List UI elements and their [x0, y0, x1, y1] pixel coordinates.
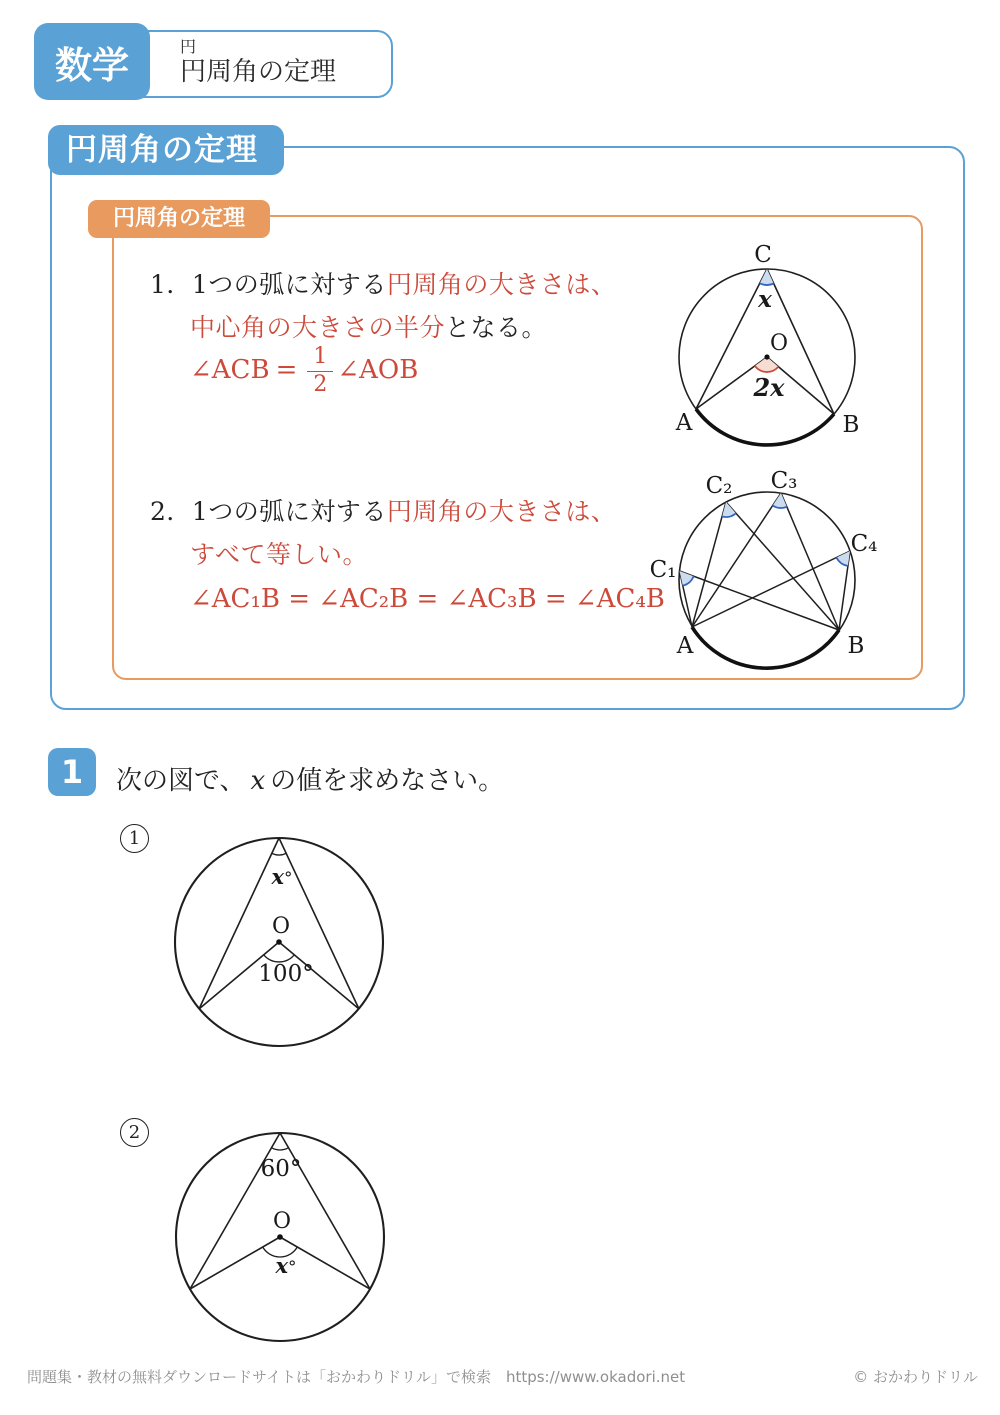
center-dot [277, 1234, 283, 1240]
question1-mark [120, 824, 149, 853]
formula-angle-acb: ∠ACB [190, 355, 270, 385]
theorem2-text: 1つの弧に対する [191, 497, 387, 526]
unit-category: 円 [180, 37, 197, 56]
inscribed-angle-marks [680, 493, 851, 586]
label-a: A [676, 633, 694, 659]
degree-sign: ° [288, 1258, 297, 1278]
question2-number: 2 [128, 1122, 141, 1143]
fraction-denominator: 2 [313, 371, 328, 397]
label-o: O [272, 1209, 292, 1234]
inscribed-angle-mark [760, 269, 774, 285]
theorem1-highlight: 円周角の大きさは、 [386, 270, 617, 299]
question1-diagram [160, 825, 400, 1055]
theorem2-highlight: 円周角の大きさは、 [386, 497, 617, 526]
label-inscribed-x: x [758, 286, 772, 313]
subject-label: 数学 [55, 43, 129, 87]
theorem2-line1 [150, 492, 616, 528]
footer-site-info: 問題集・教材の無料ダウンロードサイトは「おかわりドリル」で検索 https://www.okadori.net [27, 1368, 686, 1386]
theorem2-number: 2． [150, 497, 192, 526]
problem-number: 1 [60, 753, 84, 791]
theorem1-number: 1． [150, 270, 192, 299]
label-inscribed-angle [270, 864, 292, 889]
label-c2: C₂ [705, 473, 733, 499]
label-b: B [847, 633, 865, 659]
theorem-diagram-central-angle [640, 235, 940, 460]
label-central-angle: 100° [258, 961, 314, 987]
formula-angle-aob: ∠AOB [337, 355, 419, 385]
label-inscribed-angle: 60° [260, 1156, 302, 1182]
label-a: A [675, 410, 693, 436]
label-central-angle [274, 1253, 296, 1278]
bold-arc-ab [692, 627, 839, 668]
label-o: O [769, 331, 789, 356]
theorem1-text: 1つの弧に対する [191, 270, 387, 299]
inscribed-angle-arc [272, 1148, 289, 1150]
problem-text-pre: 次の図で、 [116, 766, 246, 796]
theorem2-line2 [190, 535, 368, 571]
question2-diagram [160, 1120, 400, 1350]
center-dot [276, 939, 282, 945]
center-dot [764, 354, 769, 359]
theorem-box-label: 円周角の定理 [88, 200, 270, 238]
theorem1-text2: となる。 [445, 313, 548, 342]
subject-tab [34, 23, 150, 100]
label-c1: C₁ [649, 557, 677, 583]
question1-number: 1 [128, 828, 141, 849]
degree-sign: ° [284, 869, 293, 889]
label-c3: C₃ [770, 468, 798, 494]
formula-fraction [307, 344, 333, 395]
footer-copyright: © おかわりドリル [853, 1368, 978, 1386]
label-o: O [271, 914, 291, 939]
problem-number-box [48, 748, 96, 796]
variable-x: x [275, 1253, 289, 1278]
problem-variable-x: x [250, 766, 266, 796]
problem-text-post: の値を求めなさい。 [270, 766, 505, 796]
unit-title: 円周角の定理 [180, 57, 337, 87]
question2-mark [120, 1118, 149, 1147]
label-central-2x: 2x [753, 373, 785, 402]
theorem1-line1 [150, 265, 616, 301]
problem-statement [116, 760, 504, 797]
inscribed-angle-arc [272, 853, 286, 855]
variable-x: x [271, 864, 285, 889]
theorem1-formula [190, 344, 418, 396]
fraction-numerator: 1 [307, 344, 333, 371]
theorem2-formula: ∠AC₁B = ∠AC₂B = ∠AC₃B = ∠AC₄B [190, 584, 665, 614]
label-c: C [754, 242, 772, 268]
theorem1-line2 [190, 308, 547, 344]
label-c4: C₄ [850, 531, 878, 557]
formula-equals: = [275, 355, 298, 385]
theorem1-highlight2: 中心角の大きさの半分 [190, 313, 446, 342]
label-b: B [842, 412, 860, 438]
section-title: 円周角の定理 [48, 125, 284, 175]
bold-arc-ab [696, 409, 834, 445]
theorem2-highlight2: すべて等しい。 [190, 540, 369, 569]
theorem-diagram-equal-angles [640, 460, 940, 680]
